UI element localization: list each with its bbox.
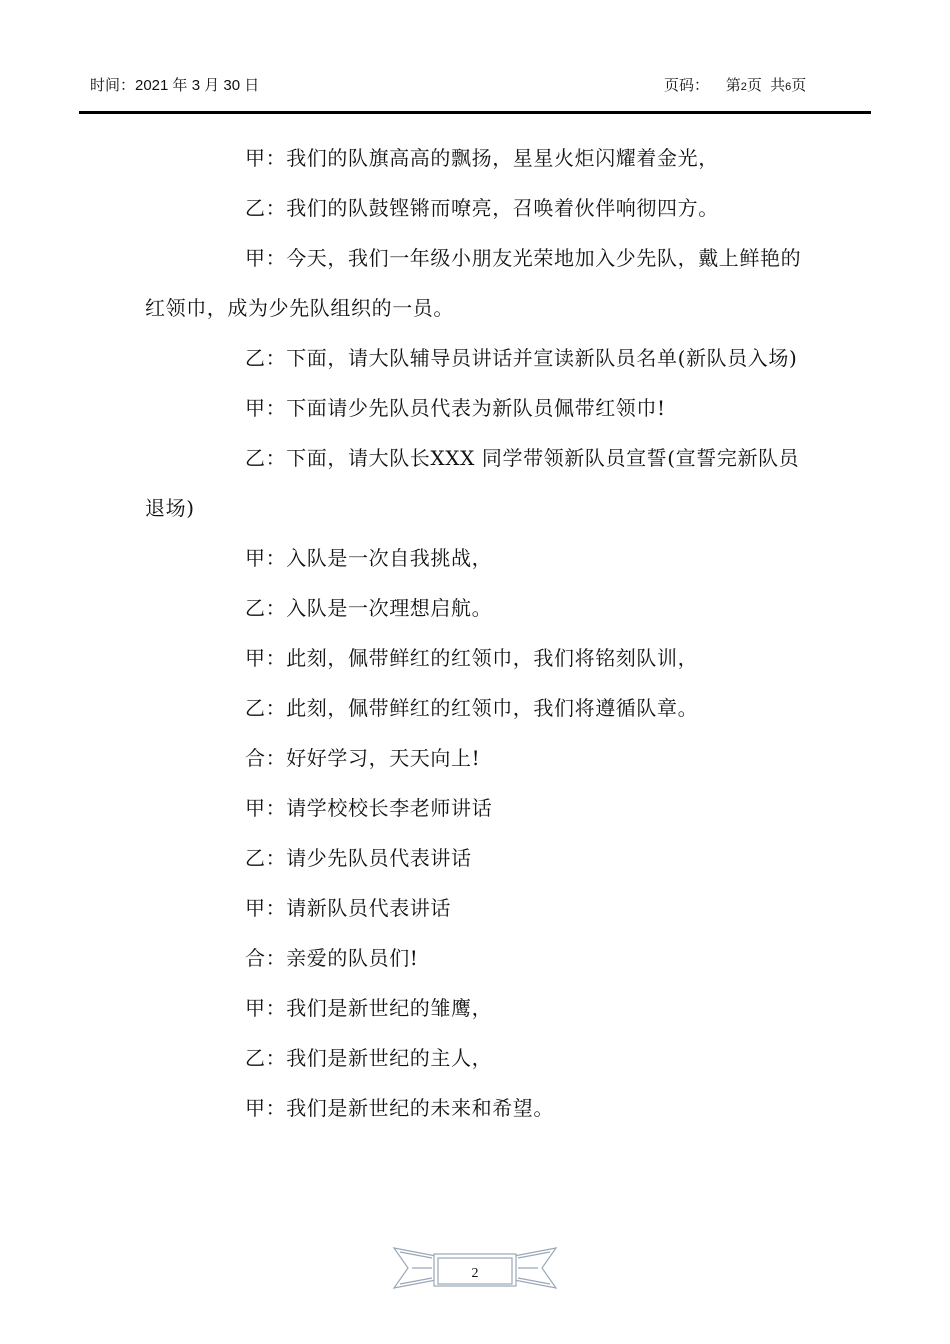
footer-page-number: 2 (471, 1266, 479, 1281)
header-page-prefix: 第 (725, 77, 741, 94)
paragraph: 乙：入队是一次理想启航。 (245, 596, 493, 620)
paragraph: 乙：我们的队鼓铿锵而嘹亮，召唤着伙伴响彻四方。 (245, 196, 719, 220)
header-page-total: 6 (785, 81, 792, 93)
paragraph: 乙：此刻，佩带鲜红的红领巾，我们将遵循队章。 (245, 696, 699, 720)
header-page-info (664, 74, 806, 95)
header-page-mid: 页 共 (746, 77, 786, 94)
header-date: 时间：2021 年 3 月 30 日 (90, 77, 260, 94)
header-rule (79, 111, 871, 114)
paragraph: 合：亲爱的队员们! (245, 946, 419, 970)
paragraph: 合：好好学习，天天向上! (245, 746, 481, 770)
paragraph: 甲：我们是新世纪的雏鹰， (245, 996, 493, 1020)
paragraph: 甲：我们的队旗高高的飘扬，星星火炬闪耀着金光， (245, 146, 719, 170)
paragraph: 乙：下面，请大队辅导员讲话并宣读新队员名单(新队员入场) (245, 346, 798, 370)
header-page-current: 2 (740, 81, 747, 93)
paragraph: 甲：请新队员代表讲话 (245, 896, 451, 920)
paragraph: 甲：请学校校长李老师讲话 (245, 796, 493, 820)
paragraph: 甲：下面请少先队员代表为新队员佩带红领巾! (245, 396, 666, 420)
paragraph: 乙：请少先队员代表讲话 (245, 846, 472, 870)
header-page-suffix: 页 (791, 77, 807, 94)
page-footer (392, 1244, 558, 1292)
paragraph: 甲：入队是一次自我挑战， (245, 546, 493, 570)
header-page-label: 页码： (664, 77, 710, 94)
page-header (0, 0, 950, 116)
paragraph: 甲：今天，我们一年级小朋友光荣地加入少先队，戴上鲜艳的红领巾，成为少先队组织的一员。 (145, 246, 802, 320)
paragraph: 乙：下面，请大队长XXX 同学带领新队员宣誓(宣誓完新队员退场) (145, 446, 800, 520)
paragraph: 甲：此刻，佩带鲜红的红领巾，我们将铭刻队训， (245, 646, 699, 670)
paragraph: 乙：我们是新世纪的主人， (245, 1046, 493, 1070)
paragraph: 甲：我们是新世纪的未来和希望。 (245, 1096, 554, 1120)
document-body (145, 133, 815, 1133)
